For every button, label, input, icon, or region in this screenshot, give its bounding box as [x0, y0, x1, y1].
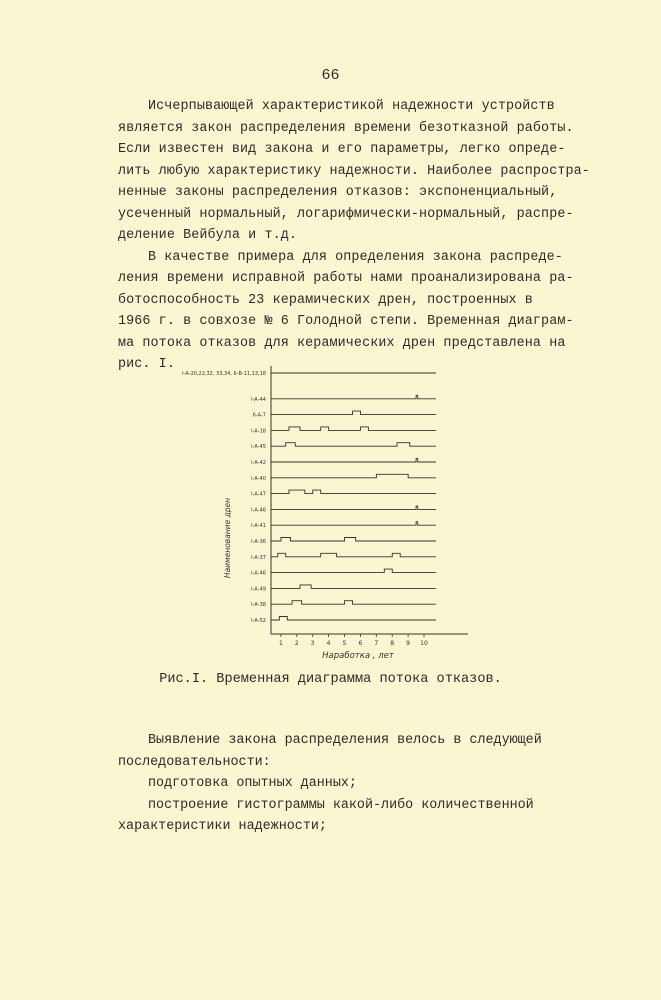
- x-tick-label: 9: [406, 640, 411, 647]
- figure-caption: Рис.I. Временная диаграмма потока отказов.: [159, 672, 502, 687]
- x-tick-label: 7: [374, 640, 379, 647]
- row-signal-line: [271, 427, 436, 431]
- row-signal-line: [271, 617, 436, 621]
- row-signal-line: [271, 474, 436, 478]
- text-line: усеченный нормальный, логарифмически-нормальный, распре-: [118, 206, 574, 222]
- text-line: ботоспособность 23 керамических дрен, построенных в: [118, 292, 533, 308]
- row-signal-line: [271, 395, 436, 399]
- text-line: Исчерпывающей характеристикой надежности устройств: [148, 99, 555, 114]
- row-label: I-А-20,22,32, 33,34, 6-В-11,13,18: [182, 371, 266, 377]
- text-line: лить любую характеристику надежности. Наиболее распростра-: [118, 163, 590, 179]
- body-text: [118, 96, 618, 376]
- paragraph-1: [118, 96, 618, 247]
- x-tick-label: 10: [420, 640, 428, 647]
- paragraph-3: [118, 730, 638, 838]
- x-tick-label: 5: [342, 640, 347, 647]
- row-signal-line: [271, 538, 436, 542]
- row-label: I-А-36: [251, 539, 266, 545]
- row-label: I-А-42: [251, 460, 266, 466]
- row-label: I-А-46: [251, 507, 266, 514]
- page-number: 66: [321, 67, 340, 84]
- row-label: I-А-47: [251, 491, 266, 498]
- row-signal-line: [271, 443, 436, 447]
- paragraph-2: [118, 247, 618, 376]
- text-line: ма потока отказов для керамических дрен представлена на: [118, 335, 566, 351]
- x-tick-label: 2: [294, 640, 299, 647]
- row-label: I-А-46: [251, 570, 266, 577]
- row-label: I-А-41: [251, 523, 266, 530]
- x-axis-label: Наработка , лет: [322, 651, 394, 661]
- x-tick-label: 6: [358, 640, 363, 647]
- row-label: I-А-38: [251, 602, 266, 609]
- row-signal-line: [271, 522, 436, 526]
- row-label: I-А-40: [251, 475, 266, 482]
- text-line: деление Вейбула и т.д.: [118, 228, 297, 243]
- x-tick-label: 3: [310, 640, 315, 647]
- text-line: подготовка опытных данных;: [148, 776, 357, 791]
- row-label: I-А-37: [251, 554, 266, 561]
- text-line: В качестве примера для определения закона распреде-: [148, 249, 563, 265]
- x-tick-label: 8: [390, 640, 395, 647]
- row-signal-line: [271, 601, 436, 605]
- row-signal-line: [271, 553, 436, 557]
- row-label: I-А-52: [251, 618, 266, 624]
- text-line: ления времени исправной работы нами проанализирована ра-: [118, 271, 574, 286]
- row-label: I-А-49: [251, 586, 266, 593]
- row-signal-line: [271, 585, 436, 589]
- row-label: 6-А-7: [252, 412, 266, 419]
- row-signal-line: [271, 506, 436, 510]
- text-line: Если известен вид закона и его параметры, легко опреде-: [118, 142, 566, 157]
- text-line: последовательности:: [118, 754, 271, 770]
- text-line: характеристики надежности;: [118, 819, 327, 834]
- text-line: построение гистограммы какой-либо количественной: [148, 797, 534, 813]
- y-axis-label: Наименование дрен: [223, 497, 232, 579]
- text-line: является закон распределения времени безотказной работы.: [118, 120, 574, 136]
- row-signal-line: [271, 490, 436, 494]
- text-line: ненные законы распределения отказов: экспоненциальный,: [118, 185, 558, 200]
- x-tick-label: 4: [326, 640, 331, 647]
- figure-timing-diagram: [182, 358, 468, 663]
- text-line: 1966 г. в совхозе № 6 Голодной степи. Временная диаграм-: [118, 314, 574, 329]
- row-signal-line: [271, 411, 436, 415]
- row-signal-line: [271, 569, 436, 573]
- text-line: Выявление закона распределения велось в следующей: [148, 733, 542, 748]
- row-label: I-А-18: [251, 428, 266, 435]
- row-label: I-А-45: [251, 444, 266, 451]
- text-line: рис. I.: [118, 357, 175, 372]
- timing-chart: [182, 358, 468, 663]
- row-signal-line: [271, 459, 436, 463]
- row-label: I-А-44: [251, 396, 266, 403]
- x-tick-label: 1: [278, 640, 283, 647]
